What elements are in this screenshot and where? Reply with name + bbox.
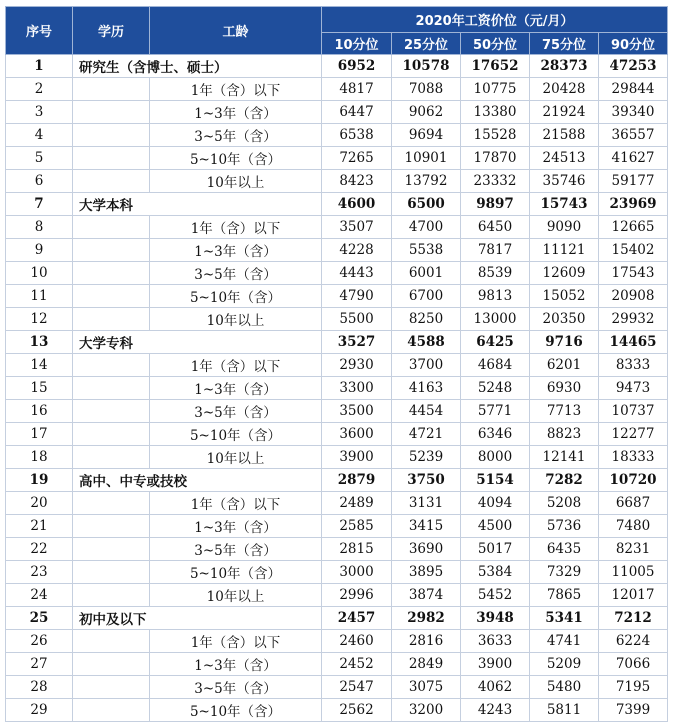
row-index: 17 xyxy=(6,423,73,446)
row-index: 14 xyxy=(6,354,73,377)
row-seniority: 1年（含）以下 xyxy=(150,630,322,653)
cell-p75: 5208 xyxy=(530,492,599,515)
header-p75: 75分位 xyxy=(530,33,599,55)
row-index: 9 xyxy=(6,239,73,262)
cell-p10: 7265 xyxy=(322,147,392,170)
cell-p90: 7480 xyxy=(599,515,668,538)
cell-p90: 12017 xyxy=(599,584,668,607)
row-education xyxy=(73,676,150,699)
cell-p50: 4243 xyxy=(461,699,530,722)
row-education: 大学专科 xyxy=(73,331,322,354)
cell-p90: 8231 xyxy=(599,538,668,561)
cell-p10: 3900 xyxy=(322,446,392,469)
cell-p75: 7713 xyxy=(530,400,599,423)
table-row xyxy=(6,653,668,676)
cell-p90: 15402 xyxy=(599,239,668,262)
header-wage-group: 2020年工资价位（元/月） xyxy=(322,7,668,33)
cell-p25: 3415 xyxy=(392,515,461,538)
cell-p10: 2996 xyxy=(322,584,392,607)
row-index: 29 xyxy=(6,699,73,722)
header-p10: 10分位 xyxy=(322,33,392,55)
row-education xyxy=(73,584,150,607)
cell-p25: 13792 xyxy=(392,170,461,193)
cell-p90: 8333 xyxy=(599,354,668,377)
row-index: 5 xyxy=(6,147,73,170)
row-education xyxy=(73,78,150,101)
row-index: 3 xyxy=(6,101,73,124)
cell-p25: 6001 xyxy=(392,262,461,285)
cell-p75: 15052 xyxy=(530,285,599,308)
cell-p50: 15528 xyxy=(461,124,530,147)
cell-p10: 6447 xyxy=(322,101,392,124)
row-seniority: 1~3年（含） xyxy=(150,101,322,124)
cell-p10: 5500 xyxy=(322,308,392,331)
cell-p25: 2816 xyxy=(392,630,461,653)
row-index: 20 xyxy=(6,492,73,515)
row-index: 22 xyxy=(6,538,73,561)
table-body xyxy=(6,55,668,722)
row-index: 26 xyxy=(6,630,73,653)
cell-p10: 3000 xyxy=(322,561,392,584)
row-seniority: 1年（含）以下 xyxy=(150,216,322,239)
cell-p75: 12141 xyxy=(530,446,599,469)
cell-p90: 29844 xyxy=(599,78,668,101)
row-seniority: 5~10年（含） xyxy=(150,147,322,170)
table-header xyxy=(6,7,668,55)
row-education xyxy=(73,216,150,239)
cell-p25: 3075 xyxy=(392,676,461,699)
row-education xyxy=(73,400,150,423)
cell-p75: 28373 xyxy=(530,55,599,78)
header-p25: 25分位 xyxy=(392,33,461,55)
table-row xyxy=(6,676,668,699)
cell-p10: 2815 xyxy=(322,538,392,561)
cell-p75: 12609 xyxy=(530,262,599,285)
cell-p50: 6450 xyxy=(461,216,530,239)
cell-p10: 6538 xyxy=(322,124,392,147)
table-row xyxy=(6,78,668,101)
cell-p75: 9716 xyxy=(530,331,599,354)
row-index: 23 xyxy=(6,561,73,584)
cell-p10: 2547 xyxy=(322,676,392,699)
row-education xyxy=(73,423,150,446)
cell-p50: 6346 xyxy=(461,423,530,446)
table-row-category xyxy=(6,55,668,78)
table-row xyxy=(6,561,668,584)
cell-p75: 5480 xyxy=(530,676,599,699)
row-index: 24 xyxy=(6,584,73,607)
cell-p10: 3600 xyxy=(322,423,392,446)
row-index: 18 xyxy=(6,446,73,469)
cell-p50: 6425 xyxy=(461,331,530,354)
cell-p90: 39340 xyxy=(599,101,668,124)
table-row xyxy=(6,239,668,262)
cell-p90: 23969 xyxy=(599,193,668,216)
cell-p90: 17543 xyxy=(599,262,668,285)
cell-p25: 6700 xyxy=(392,285,461,308)
row-index: 25 xyxy=(6,607,73,630)
cell-p25: 3700 xyxy=(392,354,461,377)
cell-p25: 9062 xyxy=(392,101,461,124)
row-education: 研究生（含博士、硕士） xyxy=(73,55,322,78)
row-education xyxy=(73,630,150,653)
row-education xyxy=(73,377,150,400)
table-row xyxy=(6,124,668,147)
row-seniority: 3~5年（含） xyxy=(150,676,322,699)
table-row xyxy=(6,630,668,653)
cell-p90: 7195 xyxy=(599,676,668,699)
cell-p25: 3874 xyxy=(392,584,461,607)
cell-p90: 12277 xyxy=(599,423,668,446)
row-seniority: 3~5年（含） xyxy=(150,124,322,147)
table-row-category xyxy=(6,469,668,492)
cell-p25: 3750 xyxy=(392,469,461,492)
cell-p75: 5811 xyxy=(530,699,599,722)
row-education xyxy=(73,561,150,584)
cell-p10: 2460 xyxy=(322,630,392,653)
row-index: 21 xyxy=(6,515,73,538)
row-education: 大学本科 xyxy=(73,193,322,216)
cell-p25: 3895 xyxy=(392,561,461,584)
row-index: 12 xyxy=(6,308,73,331)
row-index: 4 xyxy=(6,124,73,147)
cell-p75: 5209 xyxy=(530,653,599,676)
table-row xyxy=(6,170,668,193)
row-index: 27 xyxy=(6,653,73,676)
cell-p50: 5452 xyxy=(461,584,530,607)
row-education xyxy=(73,538,150,561)
cell-p90: 14465 xyxy=(599,331,668,354)
row-seniority: 3~5年（含） xyxy=(150,538,322,561)
cell-p25: 8250 xyxy=(392,308,461,331)
cell-p50: 13380 xyxy=(461,101,530,124)
cell-p50: 3633 xyxy=(461,630,530,653)
cell-p50: 5017 xyxy=(461,538,530,561)
cell-p75: 15743 xyxy=(530,193,599,216)
cell-p50: 4500 xyxy=(461,515,530,538)
table-row-category xyxy=(6,331,668,354)
row-seniority: 1~3年（含） xyxy=(150,239,322,262)
cell-p75: 6201 xyxy=(530,354,599,377)
cell-p50: 10775 xyxy=(461,78,530,101)
row-index: 16 xyxy=(6,400,73,423)
cell-p25: 5239 xyxy=(392,446,461,469)
row-index: 19 xyxy=(6,469,73,492)
table-row xyxy=(6,308,668,331)
cell-p25: 10578 xyxy=(392,55,461,78)
cell-p90: 11005 xyxy=(599,561,668,584)
table-row xyxy=(6,354,668,377)
cell-p50: 9813 xyxy=(461,285,530,308)
cell-p90: 10720 xyxy=(599,469,668,492)
cell-p90: 47253 xyxy=(599,55,668,78)
cell-p75: 24513 xyxy=(530,147,599,170)
cell-p10: 2930 xyxy=(322,354,392,377)
row-index: 11 xyxy=(6,285,73,308)
row-index: 7 xyxy=(6,193,73,216)
cell-p90: 18333 xyxy=(599,446,668,469)
cell-p75: 9090 xyxy=(530,216,599,239)
table-row xyxy=(6,492,668,515)
cell-p75: 20350 xyxy=(530,308,599,331)
cell-p10: 4600 xyxy=(322,193,392,216)
table-row xyxy=(6,400,668,423)
row-education xyxy=(73,354,150,377)
row-education xyxy=(73,492,150,515)
row-education xyxy=(73,515,150,538)
row-seniority: 5~10年（含） xyxy=(150,699,322,722)
row-education: 高中、中专或技校 xyxy=(73,469,322,492)
table-row xyxy=(6,699,668,722)
cell-p90: 9473 xyxy=(599,377,668,400)
cell-p10: 2562 xyxy=(322,699,392,722)
row-seniority: 5~10年（含） xyxy=(150,285,322,308)
cell-p75: 7329 xyxy=(530,561,599,584)
cell-p25: 7088 xyxy=(392,78,461,101)
row-seniority: 1年（含）以下 xyxy=(150,492,322,515)
table-row xyxy=(6,377,668,400)
cell-p90: 29932 xyxy=(599,308,668,331)
cell-p10: 3507 xyxy=(322,216,392,239)
row-seniority: 5~10年（含） xyxy=(150,561,322,584)
row-seniority: 5~10年（含） xyxy=(150,423,322,446)
cell-p10: 3527 xyxy=(322,331,392,354)
cell-p75: 6435 xyxy=(530,538,599,561)
cell-p90: 12665 xyxy=(599,216,668,239)
header-p50: 50分位 xyxy=(461,33,530,55)
cell-p50: 5154 xyxy=(461,469,530,492)
cell-p75: 21924 xyxy=(530,101,599,124)
cell-p50: 17870 xyxy=(461,147,530,170)
cell-p75: 6930 xyxy=(530,377,599,400)
cell-p10: 2489 xyxy=(322,492,392,515)
cell-p10: 3300 xyxy=(322,377,392,400)
row-index: 15 xyxy=(6,377,73,400)
cell-p10: 4817 xyxy=(322,78,392,101)
cell-p10: 4228 xyxy=(322,239,392,262)
cell-p90: 6687 xyxy=(599,492,668,515)
cell-p50: 4062 xyxy=(461,676,530,699)
row-education xyxy=(73,262,150,285)
row-index: 8 xyxy=(6,216,73,239)
row-seniority: 1年（含）以下 xyxy=(150,78,322,101)
header-seniority: 工龄 xyxy=(150,7,322,55)
row-index: 28 xyxy=(6,676,73,699)
cell-p75: 8823 xyxy=(530,423,599,446)
table-row xyxy=(6,101,668,124)
cell-p75: 35746 xyxy=(530,170,599,193)
row-seniority: 3~5年（含） xyxy=(150,262,322,285)
row-index: 1 xyxy=(6,55,73,78)
cell-p50: 5771 xyxy=(461,400,530,423)
cell-p25: 4721 xyxy=(392,423,461,446)
cell-p90: 7066 xyxy=(599,653,668,676)
row-education xyxy=(73,101,150,124)
cell-p90: 41627 xyxy=(599,147,668,170)
table-row xyxy=(6,216,668,239)
table-row xyxy=(6,147,668,170)
header-index: 序号 xyxy=(6,7,73,55)
cell-p50: 9897 xyxy=(461,193,530,216)
cell-p10: 2879 xyxy=(322,469,392,492)
cell-p90: 7212 xyxy=(599,607,668,630)
row-seniority: 1年（含）以下 xyxy=(150,354,322,377)
cell-p75: 11121 xyxy=(530,239,599,262)
row-index: 10 xyxy=(6,262,73,285)
cell-p90: 10737 xyxy=(599,400,668,423)
cell-p50: 8539 xyxy=(461,262,530,285)
header-p90: 90分位 xyxy=(599,33,668,55)
cell-p10: 4790 xyxy=(322,285,392,308)
row-education xyxy=(73,285,150,308)
cell-p25: 3200 xyxy=(392,699,461,722)
row-education xyxy=(73,147,150,170)
cell-p25: 5538 xyxy=(392,239,461,262)
row-seniority: 10年以上 xyxy=(150,584,322,607)
cell-p25: 2849 xyxy=(392,653,461,676)
cell-p50: 4684 xyxy=(461,354,530,377)
cell-p50: 4094 xyxy=(461,492,530,515)
cell-p75: 7865 xyxy=(530,584,599,607)
row-seniority: 10年以上 xyxy=(150,308,322,331)
cell-p75: 20428 xyxy=(530,78,599,101)
table-row-category xyxy=(6,193,668,216)
cell-p50: 17652 xyxy=(461,55,530,78)
table-row xyxy=(6,515,668,538)
cell-p75: 21588 xyxy=(530,124,599,147)
cell-p10: 8423 xyxy=(322,170,392,193)
cell-p25: 4700 xyxy=(392,216,461,239)
table-row xyxy=(6,285,668,308)
row-education xyxy=(73,124,150,147)
table-row xyxy=(6,584,668,607)
cell-p10: 4443 xyxy=(322,262,392,285)
cell-p75: 5341 xyxy=(530,607,599,630)
cell-p10: 2452 xyxy=(322,653,392,676)
row-education xyxy=(73,699,150,722)
cell-p75: 5736 xyxy=(530,515,599,538)
row-seniority: 10年以上 xyxy=(150,446,322,469)
row-education xyxy=(73,170,150,193)
cell-p25: 2982 xyxy=(392,607,461,630)
table-row xyxy=(6,446,668,469)
row-education xyxy=(73,239,150,262)
row-education xyxy=(73,653,150,676)
cell-p50: 3948 xyxy=(461,607,530,630)
cell-p25: 4163 xyxy=(392,377,461,400)
table-row xyxy=(6,538,668,561)
row-seniority: 1~3年（含） xyxy=(150,515,322,538)
wage-table xyxy=(5,6,668,722)
row-seniority: 3~5年（含） xyxy=(150,400,322,423)
row-seniority: 1~3年（含） xyxy=(150,653,322,676)
cell-p25: 6500 xyxy=(392,193,461,216)
cell-p10: 2585 xyxy=(322,515,392,538)
cell-p25: 4454 xyxy=(392,400,461,423)
cell-p90: 7399 xyxy=(599,699,668,722)
row-education xyxy=(73,446,150,469)
table-row xyxy=(6,423,668,446)
row-index: 13 xyxy=(6,331,73,354)
table-row-category xyxy=(6,607,668,630)
row-index: 2 xyxy=(6,78,73,101)
cell-p50: 8000 xyxy=(461,446,530,469)
row-education xyxy=(73,308,150,331)
cell-p90: 6224 xyxy=(599,630,668,653)
cell-p25: 4588 xyxy=(392,331,461,354)
cell-p90: 20908 xyxy=(599,285,668,308)
cell-p75: 7282 xyxy=(530,469,599,492)
cell-p50: 5248 xyxy=(461,377,530,400)
cell-p50: 5384 xyxy=(461,561,530,584)
cell-p50: 3900 xyxy=(461,653,530,676)
cell-p50: 7817 xyxy=(461,239,530,262)
cell-p25: 3690 xyxy=(392,538,461,561)
table-row xyxy=(6,262,668,285)
cell-p25: 3131 xyxy=(392,492,461,515)
row-education: 初中及以下 xyxy=(73,607,322,630)
cell-p90: 59177 xyxy=(599,170,668,193)
row-seniority: 1~3年（含） xyxy=(150,377,322,400)
cell-p10: 2457 xyxy=(322,607,392,630)
cell-p50: 13000 xyxy=(461,308,530,331)
cell-p90: 36557 xyxy=(599,124,668,147)
cell-p50: 23332 xyxy=(461,170,530,193)
row-seniority: 10年以上 xyxy=(150,170,322,193)
cell-p10: 3500 xyxy=(322,400,392,423)
cell-p25: 9694 xyxy=(392,124,461,147)
header-education: 学历 xyxy=(73,7,150,55)
row-index: 6 xyxy=(6,170,73,193)
cell-p75: 4741 xyxy=(530,630,599,653)
cell-p25: 10901 xyxy=(392,147,461,170)
cell-p10: 6952 xyxy=(322,55,392,78)
